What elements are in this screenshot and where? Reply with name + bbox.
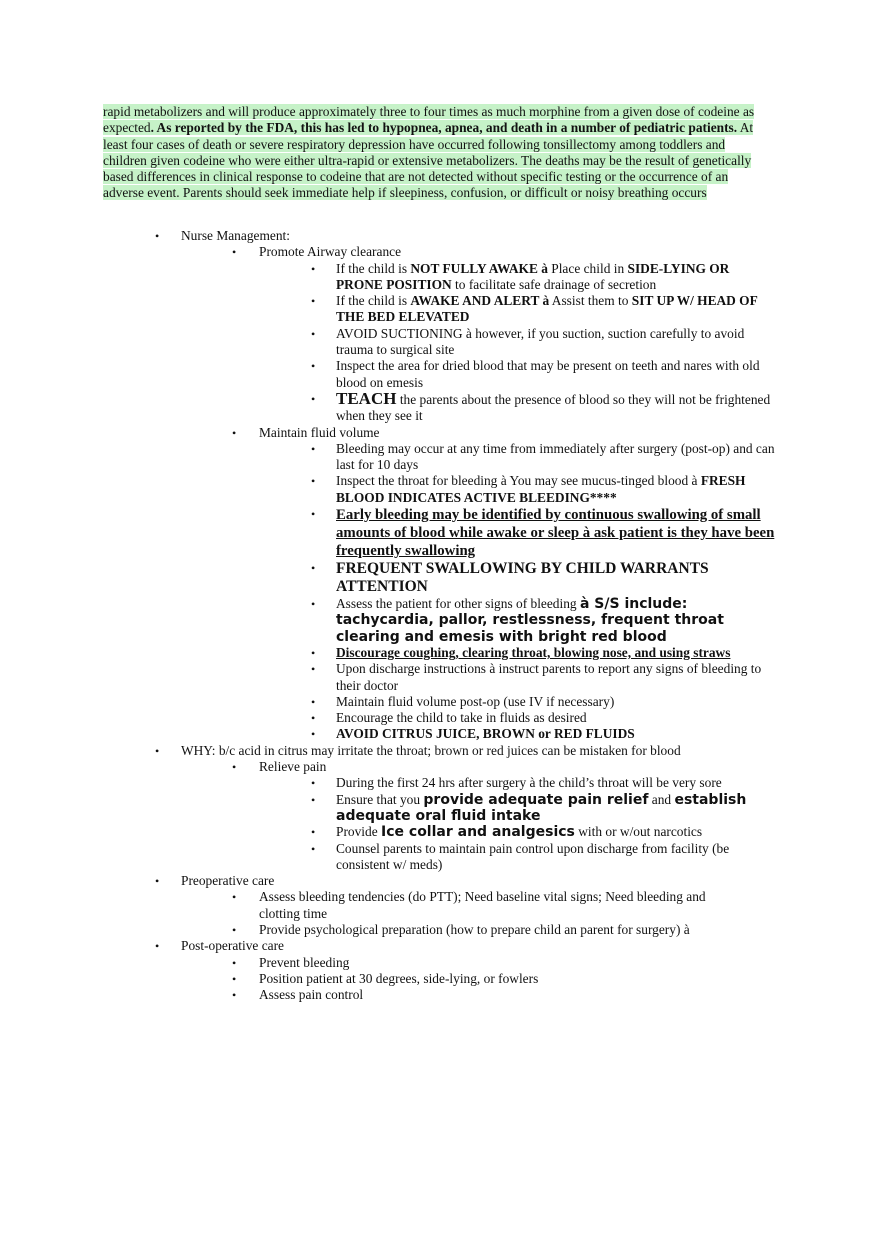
bullet: • [232,890,237,905]
bullet: • [232,245,237,260]
item-text: Provide [336,824,382,840]
item-text: If the child is [336,260,411,276]
bullet: • [232,971,237,986]
pain-item-ensure [0,792,776,825]
item-bold: AVOID CITRUS JUICE, BROWN or RED FLUIDS [336,726,635,742]
bullet: • [311,597,316,612]
postop-item-position [0,971,880,987]
item-text: Bleeding may occur at any time from immediately after surgery (post-op) and can last for 10 days [336,440,775,473]
item-bold: FRESH BLOOD INDICATES ACTIVE BLEEDING**** [336,473,746,505]
item-text: the parents about the presence of blood so they will not be frightened when they see it [336,391,771,424]
bullet: • [155,939,160,954]
preop-item-assess [0,889,739,922]
item-text: Assist them to [549,293,632,309]
item-text: with or w/out narcotics [574,824,703,840]
heading-text: Nurse Management: [181,228,290,243]
bullet: • [311,645,316,660]
item-bold: provide adequate pain relief [423,791,649,808]
postop-item-pain [0,987,880,1003]
item-text: Prevent bleeding [259,954,350,970]
intro-paragraph [103,104,763,202]
bullet: • [155,743,160,758]
airway-item-teach [0,388,776,425]
fluid-item-bleeding-timing [0,441,776,474]
heading-text: Maintain fluid volume [259,424,380,440]
intro-text-3: At least four cases of death or severe respiratory depression have occurred following tonsillectomy among toddlers and children given codeine who were either ultra-rapid or extensive metabolizers. The deaths may be the result of genetically based differences in clinical response to codeine that are not detected without specific testing or the occurrence of an adverse event. Parents should seek immediate help if sleepiness, confusion, or difficult or noisy breathing occurs [103,120,754,201]
intro-text-1: rapid metabolizers and will produce approximately three to four times as much morphine from a given dose of codeine as expected [103,104,755,136]
item-text: Assess bleeding tendencies (do PTT); Need baseline vital signs; Need bleeding and clotting time [259,889,706,921]
item-bold-underline: Discourage coughing, clearing throat, blowing nose, and using straws [336,644,731,660]
bullet: • [311,792,316,807]
bullet: • [232,425,237,440]
fluid-item-early-bleeding [0,506,776,560]
item-text: Ensure that you [336,791,424,807]
heading-text: Post-operative care [181,938,284,954]
fluid-item-maintain-volume [0,694,776,710]
preop-heading [0,873,880,889]
pain-item-first-24hrs [0,775,776,791]
item-text: Provide psychological preparation (how to prepare child an parent for surgery) à [259,921,690,937]
item-bold-underline: Early bleeding may be identified by continuous swallowing of small amounts of blood while awake or sleep à ask patient is they have been frequently swallowing [336,507,775,560]
fluid-item-discharge [0,661,776,694]
item-text: Place child in [547,260,628,276]
outline-list [0,228,880,1003]
fluid-item-encourage [0,710,776,726]
fluid-item-assess-signs [0,596,776,645]
bullet: • [232,955,237,970]
bullet: • [311,711,316,726]
item-bold: AWAKE AND ALERT à [410,293,550,309]
bullet: • [311,841,316,856]
bullet: • [155,874,160,889]
bullet: • [311,694,316,709]
bullet: • [232,760,237,775]
bullet: • [311,561,316,576]
heading-text: Preoperative care [181,873,275,889]
item-text: During the first 24 hrs after surgery à the child’s throat will be very sore [336,775,722,791]
item-text: Upon discharge instructions à instruct parents to report any signs of bleeding to their doctor [336,661,762,693]
item-text: to facilitate safe drainage of secretion [451,276,657,292]
item-text: AVOID SUCTIONING à however, if you suction, suction carefully to avoid trauma to surgical site [336,325,745,358]
item-bold: FREQUENT SWALLOWING BY CHILD WARRANTS ATTENTION [336,560,709,596]
airway-item-awake [0,293,776,326]
pain-item-counsel [0,841,776,874]
preop-item-psych [0,922,880,938]
item-text: Assess the patient for other signs of bleeding [336,596,580,612]
pain-item-ice-collar [0,824,776,840]
item-text: Inspect the area for dried blood that may be present on teeth and nares with old blood on emesis [336,358,760,390]
postop-heading [0,938,880,954]
bullet: • [311,727,316,742]
bullet: • [311,359,316,374]
bullet: • [311,662,316,677]
item-bold: establish adequate oral fluid intake [336,791,747,824]
bullet: • [232,988,237,1003]
bullet: • [155,229,160,243]
bullet: • [311,391,316,406]
nurse-management-heading [0,228,880,244]
item-bold: SIT UP W/ HEAD OF THE BED ELEVATED [336,293,758,325]
bullet: • [232,922,237,937]
why-heading [0,743,880,759]
fluid-item-frequent-swallowing [0,560,776,596]
fluid-item-inspect-throat [0,473,776,506]
bullet: • [311,825,316,840]
item-text: and [648,791,675,807]
intro-fda-statement: . As reported by the FDA, this has led to hypopnea, apnea, and death in a number of pediatric patients. [150,120,738,136]
bullet: • [311,326,316,341]
teach-label: TEACH [336,388,397,408]
airway-item-inspect [0,358,776,391]
item-text: Encourage the child to take in fluids as desired [336,710,587,726]
item-text: Assess pain control [259,987,364,1003]
item-text: Inspect the throat for bleeding à You may see mucus-tinged blood à [336,473,701,489]
fluid-item-avoid-citrus [0,726,776,742]
heading-text: Promote Airway clearance [259,244,402,260]
item-bold: à S/S include: tachycardia, pallor, restlessness, frequent throat clearing and emesis with bright red blood [336,596,724,645]
bullet: • [311,507,316,522]
item-bold: NOT FULLY AWAKE à [410,260,548,276]
bullet: • [311,294,316,309]
fluid-item-discourage [0,645,776,661]
heading-text: WHY: b/c acid in citrus may irritate the throat; brown or red juices can be mistaken for blood [181,742,681,758]
item-bold: SIDE-LYING OR PRONE POSITION [336,260,730,292]
item-text: Counsel parents to maintain pain control upon discharge from facility (be consistent w/ meds) [336,840,730,872]
bullet: • [311,261,316,276]
fluid-heading [0,425,880,441]
item-text: If the child is [336,293,411,309]
airway-item-suctioning [0,326,776,359]
airway-item-not-awake [0,261,776,294]
item-text: Maintain fluid volume post-op (use IV if necessary) [336,693,615,709]
item-text: Position patient at 30 degrees, side-lying, or fowlers [259,970,539,986]
airway-heading [0,244,880,260]
bullet: • [311,776,316,791]
bullet: • [311,441,316,456]
bullet: • [311,474,316,489]
heading-text: Relieve pain [259,759,327,775]
item-bold: Ice collar and analgesics [381,824,575,841]
pain-heading [0,759,880,775]
postop-item-prevent [0,955,880,971]
